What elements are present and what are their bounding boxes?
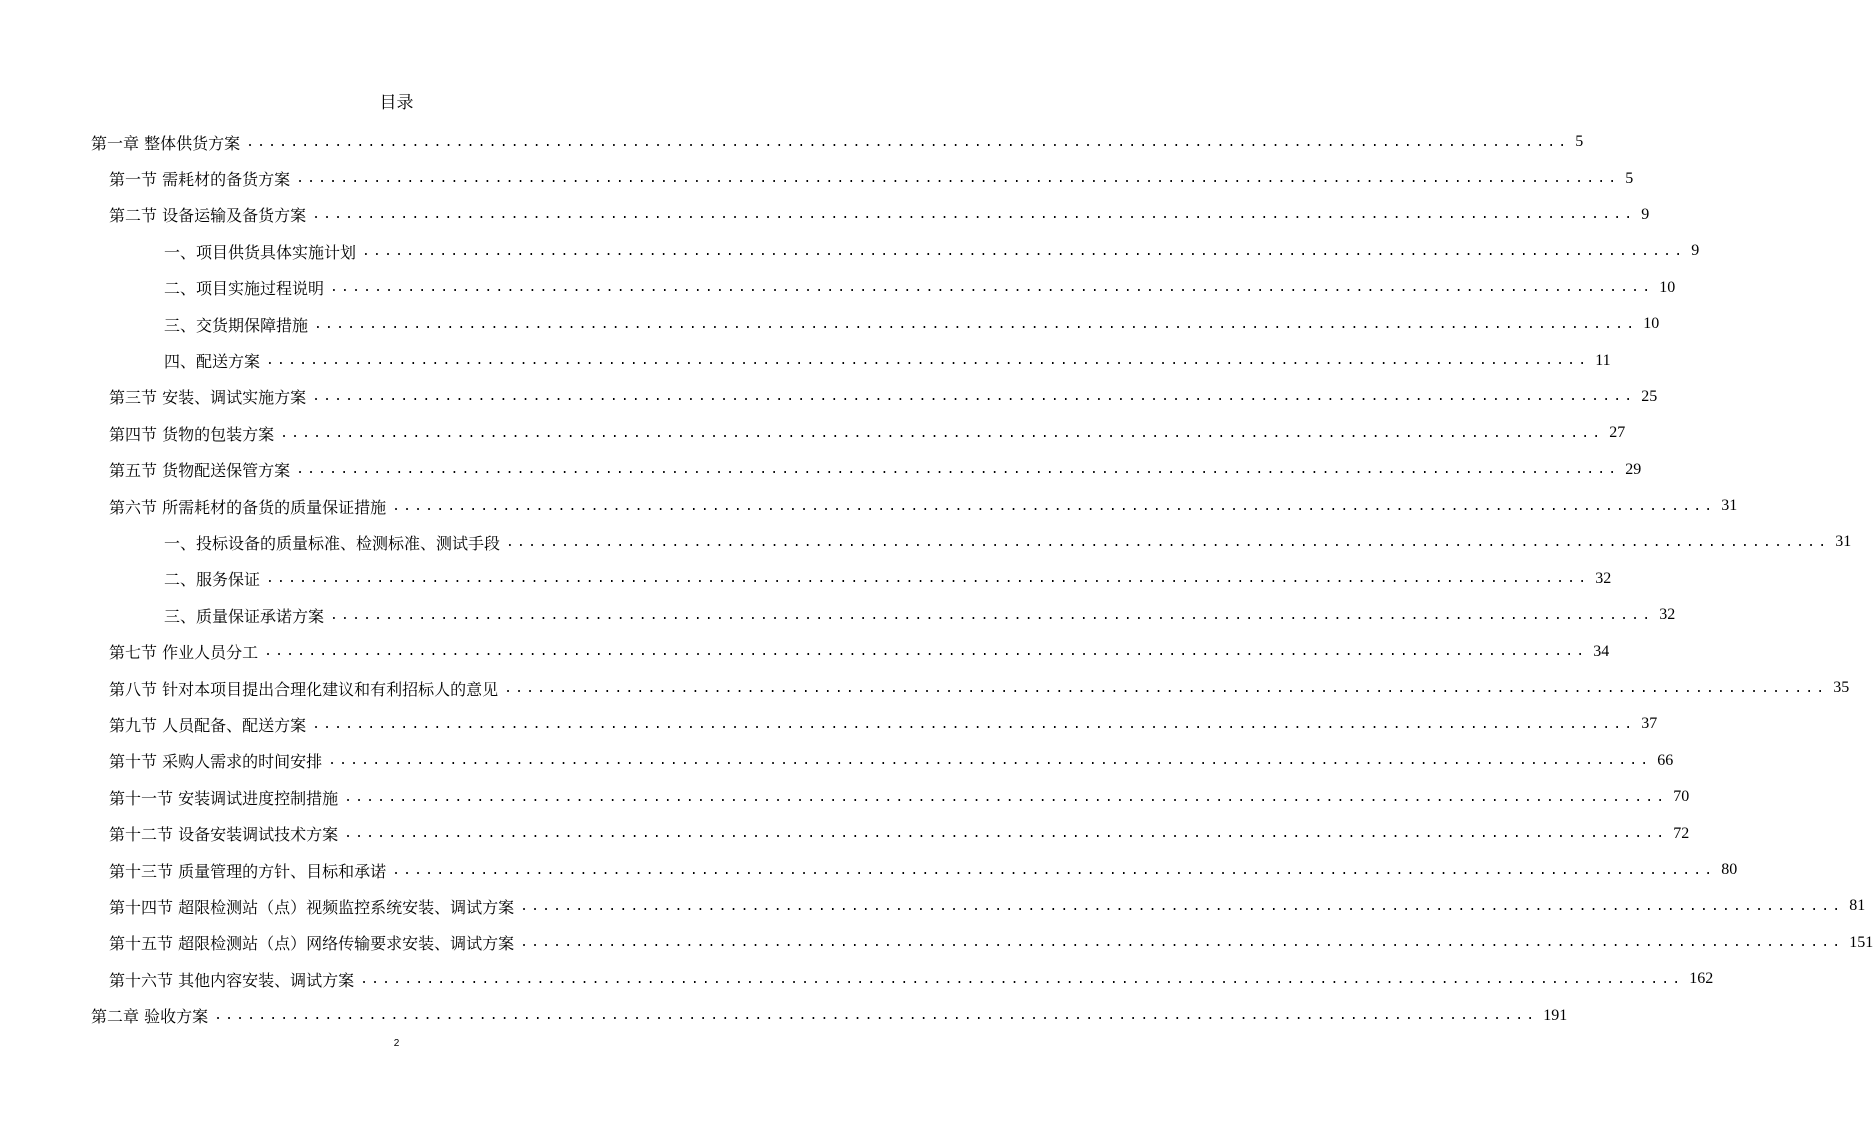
toc-entry[interactable] xyxy=(0,488,1738,524)
toc-entry[interactable] xyxy=(0,233,1700,269)
toc-leader-dots: ........................................................................................................................ xyxy=(506,534,1830,550)
toc-entry-page: 80 xyxy=(1721,861,1738,878)
toc-entry[interactable] xyxy=(0,561,1612,597)
toc-entry-label: 四、配送方案 xyxy=(164,349,262,372)
toc-entry-page: 9 xyxy=(1691,242,1700,260)
toc-entry[interactable] xyxy=(0,524,1852,560)
toc-entry-page: 66 xyxy=(1657,751,1674,769)
toc-leader-dots: ........................................................................................................................ xyxy=(392,862,1716,878)
toc-leader-dots: ........................................................................................................................ xyxy=(520,935,1844,951)
toc-entry-page: 5 xyxy=(1575,133,1584,151)
toc-entry-label: 第三节 安装、调试实施方案 xyxy=(109,385,308,408)
toc-entry-page: 11 xyxy=(1595,351,1611,369)
toc-leader-dots: ........................................................................................................................ xyxy=(330,280,1654,296)
toc-leader-dots: ........................................................................................................................ xyxy=(344,826,1668,842)
toc-entry-label: 第十二节 设备安装调试技术方案 xyxy=(109,822,340,845)
toc-entry-label: 一、项目供货具体实施计划 xyxy=(164,240,358,263)
toc-entry-label: 第五节 货物配送保管方案 xyxy=(109,458,292,481)
toc-entry-page: 31 xyxy=(1721,497,1738,515)
toc-leader-dots: ........................................................................................................................ xyxy=(214,1008,1538,1024)
toc-entry[interactable] xyxy=(0,306,1660,342)
toc-entry-page: 191 xyxy=(1543,1006,1568,1024)
toc-leader-dots: ........................................................................................................................ xyxy=(328,753,1652,769)
toc-entry-page: 10 xyxy=(1659,278,1676,296)
table-of-contents xyxy=(0,124,1873,1034)
toc-leader-dots: ........................................................................................................................ xyxy=(264,644,1588,660)
toc-leader-dots: ........................................................................................................................ xyxy=(312,389,1636,405)
toc-leader-dots: ........................................................................................................................ xyxy=(504,680,1828,696)
toc-entry-page: 70 xyxy=(1673,788,1690,806)
toc-entry-page: 37 xyxy=(1641,715,1658,733)
toc-leader-dots: ........................................................................................................................ xyxy=(520,898,1844,914)
toc-entry-label: 第十一节 安装调试进度控制措施 xyxy=(109,786,340,809)
toc-entry[interactable] xyxy=(0,961,1714,997)
toc-entry-label: 二、项目实施过程说明 xyxy=(164,276,326,299)
toc-entry[interactable] xyxy=(0,925,1873,961)
toc-entry-label: 一、投标设备的质量标准、检测标准、测试手段 xyxy=(164,531,502,554)
toc-entry[interactable] xyxy=(0,452,1642,488)
toc-entry-label: 第十五节 超限检测站（点）网络传输要求安装、调试方案 xyxy=(109,931,516,954)
toc-entry-label: 第十六节 其他内容安装、调试方案 xyxy=(109,968,356,991)
toc-entry-label: 二、服务保证 xyxy=(164,567,262,590)
toc-entry[interactable] xyxy=(0,997,1568,1033)
toc-entry-label: 第十四节 超限检测站（点）视频监控系统安装、调试方案 xyxy=(109,895,516,918)
toc-entry-label: 第七节 作业人员分工 xyxy=(109,640,260,663)
toc-entry[interactable] xyxy=(0,706,1658,742)
toc-leader-dots: ........................................................................................................................ xyxy=(360,971,1684,987)
toc-entry-page: 81 xyxy=(1849,897,1866,915)
toc-entry-page: 29 xyxy=(1625,460,1642,478)
toc-entry[interactable] xyxy=(0,379,1658,415)
toc-entry-label: 三、质量保证承诺方案 xyxy=(164,604,326,627)
toc-leader-dots: ........................................................................................................................ xyxy=(312,207,1636,223)
toc-entry-page: 5 xyxy=(1625,169,1634,187)
toc-entry[interactable] xyxy=(0,779,1690,815)
toc-entry-label: 第十三节 质量管理的方针、目标和承诺 xyxy=(109,859,388,882)
toc-entry-label: 第二节 设备运输及备货方案 xyxy=(109,203,308,226)
toc-entry[interactable] xyxy=(0,270,1676,306)
toc-entry-page: 9 xyxy=(1641,205,1650,223)
toc-entry-label: 第四节 货物的包装方案 xyxy=(109,422,276,445)
toc-entry[interactable] xyxy=(0,342,1611,378)
toc-entry[interactable] xyxy=(0,124,1584,160)
toc-leader-dots: ........................................................................................................................ xyxy=(314,316,1638,332)
toc-entry-page: 31 xyxy=(1835,533,1852,551)
toc-entry-label: 第六节 所需耗材的备货的质量保证措施 xyxy=(109,495,388,518)
toc-entry[interactable] xyxy=(0,743,1674,779)
toc-entry-page: 32 xyxy=(1595,569,1612,587)
toc-entry-label: 第一章 整体供货方案 xyxy=(91,131,242,154)
toc-entry-label: 第二章 验收方案 xyxy=(91,1004,210,1027)
toc-leader-dots: ........................................................................................................................ xyxy=(344,789,1668,805)
toc-leader-dots: ........................................................................................................................ xyxy=(246,134,1570,150)
toc-leader-dots: ........................................................................................................................ xyxy=(296,171,1620,187)
toc-entry[interactable] xyxy=(0,633,1610,669)
toc-entry[interactable] xyxy=(0,852,1738,888)
toc-entry[interactable] xyxy=(0,815,1690,851)
toc-entry-page: 25 xyxy=(1641,387,1658,405)
toc-leader-dots: ........................................................................................................................ xyxy=(266,353,1590,369)
toc-leader-dots: ........................................................................................................................ xyxy=(280,425,1604,441)
toc-entry-label: 第八节 针对本项目提出合理化建议和有利招标人的意见 xyxy=(109,677,500,700)
toc-entry-page: 35 xyxy=(1833,679,1850,697)
toc-leader-dots: ........................................................................................................................ xyxy=(330,607,1654,623)
toc-entry-page: 151 xyxy=(1849,933,1873,951)
toc-leader-dots: ........................................................................................................................ xyxy=(296,462,1620,478)
toc-title: 目录 xyxy=(379,93,414,113)
toc-entry[interactable] xyxy=(0,670,1850,706)
toc-leader-dots: ........................................................................................................................ xyxy=(362,243,1686,259)
toc-entry-page: 27 xyxy=(1609,424,1626,442)
toc-leader-dots: ........................................................................................................................ xyxy=(392,498,1716,514)
toc-entry-page: 10 xyxy=(1643,315,1660,333)
toc-entry[interactable] xyxy=(0,197,1650,233)
toc-leader-dots: ........................................................................................................................ xyxy=(312,716,1636,732)
toc-entry-label: 第十节 采购人需求的时间安排 xyxy=(109,749,324,772)
toc-entry[interactable] xyxy=(0,888,1866,924)
page-number: 2 xyxy=(393,1038,400,1049)
toc-entry-page: 34 xyxy=(1593,642,1610,660)
toc-leader-dots: ........................................................................................................................ xyxy=(266,571,1590,587)
toc-entry-page: 72 xyxy=(1673,824,1690,842)
toc-entry[interactable] xyxy=(0,415,1626,451)
toc-entry[interactable] xyxy=(0,597,1676,633)
toc-entry-page: 32 xyxy=(1659,606,1676,624)
toc-entry[interactable] xyxy=(0,160,1634,196)
toc-entry-label: 第九节 人员配备、配送方案 xyxy=(109,713,308,736)
toc-entry-label: 三、交货期保障措施 xyxy=(164,313,310,336)
toc-entry-label: 第一节 需耗材的备货方案 xyxy=(109,167,292,190)
toc-entry-page: 162 xyxy=(1689,970,1714,988)
